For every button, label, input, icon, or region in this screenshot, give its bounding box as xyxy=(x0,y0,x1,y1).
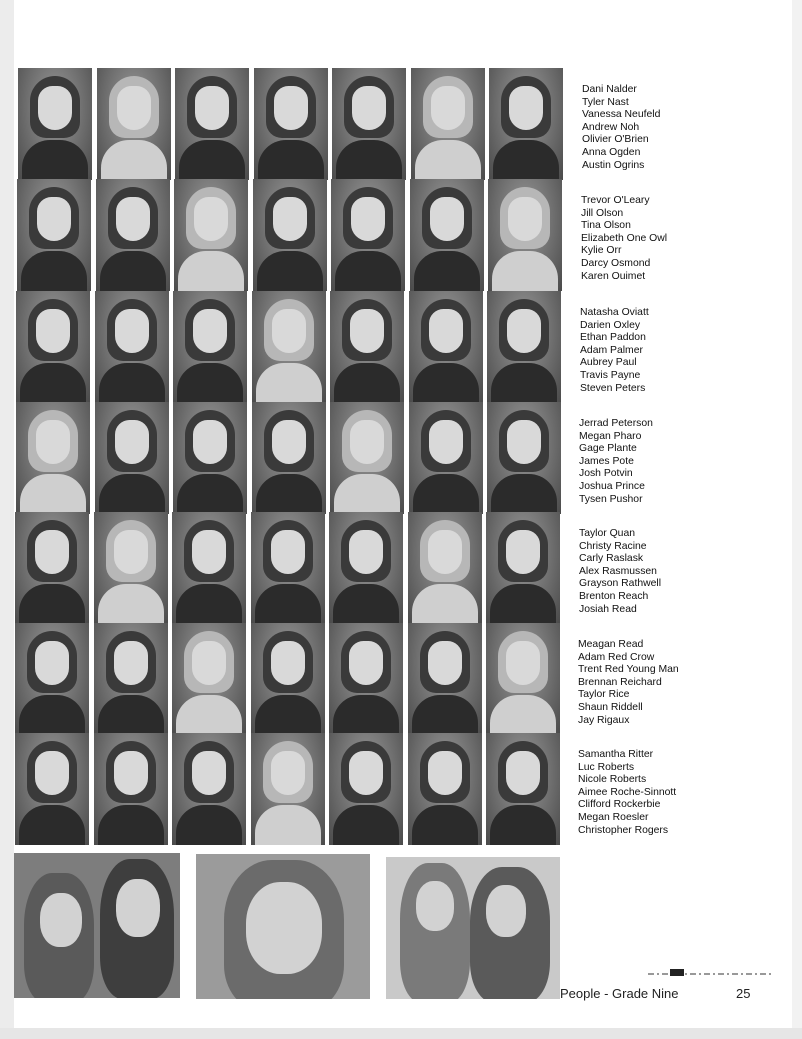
student-portrait xyxy=(332,68,406,180)
student-name: Aubrey Paul xyxy=(580,357,637,369)
student-portrait xyxy=(96,179,170,291)
student-name: Travis Payne xyxy=(580,369,641,381)
name-list xyxy=(578,749,676,837)
student-name: Josh Potvin xyxy=(579,468,633,480)
student-name: Taylor Quan xyxy=(579,528,636,539)
student-name: Jill Olson xyxy=(581,207,624,219)
student-portrait xyxy=(17,179,91,291)
student-portrait xyxy=(252,402,326,514)
student-portrait xyxy=(409,402,483,514)
student-portrait xyxy=(410,179,484,291)
student-portrait xyxy=(95,291,169,403)
student-name: Austin Ogrins xyxy=(582,159,645,171)
name-list xyxy=(582,84,660,172)
name-list xyxy=(580,307,649,395)
page-edge-bottom xyxy=(0,1028,802,1039)
student-name: Megan Pharo xyxy=(579,430,642,442)
student-name: Jerrad Peterson xyxy=(579,418,653,429)
student-portrait xyxy=(175,68,249,180)
student-name: Natasha Oviatt xyxy=(580,307,649,318)
student-portrait xyxy=(15,623,89,735)
student-name: Brenton Reach xyxy=(579,590,649,602)
student-portrait xyxy=(329,733,403,845)
student-portrait xyxy=(411,68,485,180)
student-name: Jay Rigaux xyxy=(578,714,630,726)
student-portrait xyxy=(97,68,171,180)
student-portrait xyxy=(94,623,168,735)
student-name: Luc Roberts xyxy=(578,761,635,773)
student-name: Darien Oxley xyxy=(580,319,641,331)
student-name: Taylor Rice xyxy=(578,689,630,701)
student-portrait xyxy=(95,402,169,514)
student-portrait xyxy=(486,623,560,735)
student-name: Nicole Roberts xyxy=(578,774,647,786)
student-portrait xyxy=(486,512,560,624)
student-name: Christy Racine xyxy=(579,540,647,552)
page-number: 25 xyxy=(736,986,751,1001)
student-portrait xyxy=(172,733,246,845)
name-list xyxy=(578,639,679,727)
student-name: Adam Red Crow xyxy=(578,651,655,663)
student-name: Dani Nalder xyxy=(582,84,637,95)
student-portrait xyxy=(488,179,562,291)
student-portrait xyxy=(489,68,563,180)
student-portrait xyxy=(94,733,168,845)
student-portrait xyxy=(487,291,561,403)
name-list xyxy=(579,418,653,506)
name-list xyxy=(581,195,667,283)
student-name: Olivier O'Brien xyxy=(582,134,649,146)
student-name: Elizabeth One Owl xyxy=(581,232,668,244)
student-name: Andrew Noh xyxy=(582,121,640,133)
student-portrait xyxy=(94,512,168,624)
student-portrait xyxy=(15,733,89,845)
section-label: People - Grade Nine xyxy=(560,986,679,1001)
student-name: Trevor O'Leary xyxy=(581,195,650,206)
student-portrait xyxy=(254,68,328,180)
student-portrait xyxy=(330,291,404,403)
student-portrait xyxy=(408,512,482,624)
student-portrait xyxy=(173,291,247,403)
student-name: Karen Ouimet xyxy=(581,270,646,282)
student-portrait xyxy=(486,733,560,845)
candid-photo-2 xyxy=(196,854,370,999)
candid-photo-3 xyxy=(386,857,560,999)
student-name: Aimee Roche-Sinnott xyxy=(578,786,677,798)
student-portrait xyxy=(329,512,403,624)
student-name: Brennan Reichard xyxy=(578,676,662,688)
student-portrait xyxy=(251,512,325,624)
footer-ornament xyxy=(648,968,772,978)
student-portrait xyxy=(16,291,90,403)
student-name: Ethan Paddon xyxy=(580,332,646,344)
student-portrait xyxy=(174,179,248,291)
student-portrait xyxy=(252,291,326,403)
student-portrait xyxy=(330,402,404,514)
student-name: Adam Palmer xyxy=(580,344,643,356)
student-portrait xyxy=(408,733,482,845)
student-name: Darcy Osmond xyxy=(581,257,651,269)
student-name: Anna Ogden xyxy=(582,146,641,158)
student-name: Gage Plante xyxy=(579,443,637,455)
student-name: Megan Roesler xyxy=(578,811,649,823)
student-portrait xyxy=(409,291,483,403)
student-portrait xyxy=(329,623,403,735)
student-name: Joshua Prince xyxy=(579,480,645,492)
student-name: Carly Raslask xyxy=(579,553,644,565)
candid-photo-1 xyxy=(14,853,180,998)
student-portrait xyxy=(172,512,246,624)
student-portrait xyxy=(173,402,247,514)
student-portrait xyxy=(331,179,405,291)
page-edge-right xyxy=(792,0,802,1039)
student-name: Meagan Read xyxy=(578,639,644,650)
student-name: James Pote xyxy=(579,455,634,467)
student-name: Kylie Orr xyxy=(581,245,622,257)
student-name: Tina Olson xyxy=(581,220,631,232)
student-portrait xyxy=(18,68,92,180)
student-name: Grayson Rathwell xyxy=(579,578,662,590)
student-portrait xyxy=(16,402,90,514)
student-portrait xyxy=(408,623,482,735)
student-name: Vanessa Neufeld xyxy=(582,109,661,121)
student-portrait xyxy=(251,623,325,735)
student-name: Clifford Rockerbie xyxy=(578,799,661,811)
student-name: Alex Rasmussen xyxy=(579,565,657,577)
page-edge-left xyxy=(0,0,14,1039)
student-portrait xyxy=(253,179,327,291)
student-portrait xyxy=(15,512,89,624)
student-name: Samantha Ritter xyxy=(578,749,654,760)
student-name: Josiah Read xyxy=(579,603,637,615)
student-name: Tysen Pushor xyxy=(579,493,643,505)
student-name: Christopher Rogers xyxy=(578,824,669,836)
student-name: Trent Red Young Man xyxy=(578,664,679,676)
student-portrait xyxy=(251,733,325,845)
student-portrait xyxy=(172,623,246,735)
student-name: Shaun Riddell xyxy=(578,701,643,713)
student-portrait xyxy=(487,402,561,514)
student-name: Steven Peters xyxy=(580,382,646,394)
name-list xyxy=(579,528,661,616)
student-name: Tyler Nast xyxy=(582,96,629,108)
